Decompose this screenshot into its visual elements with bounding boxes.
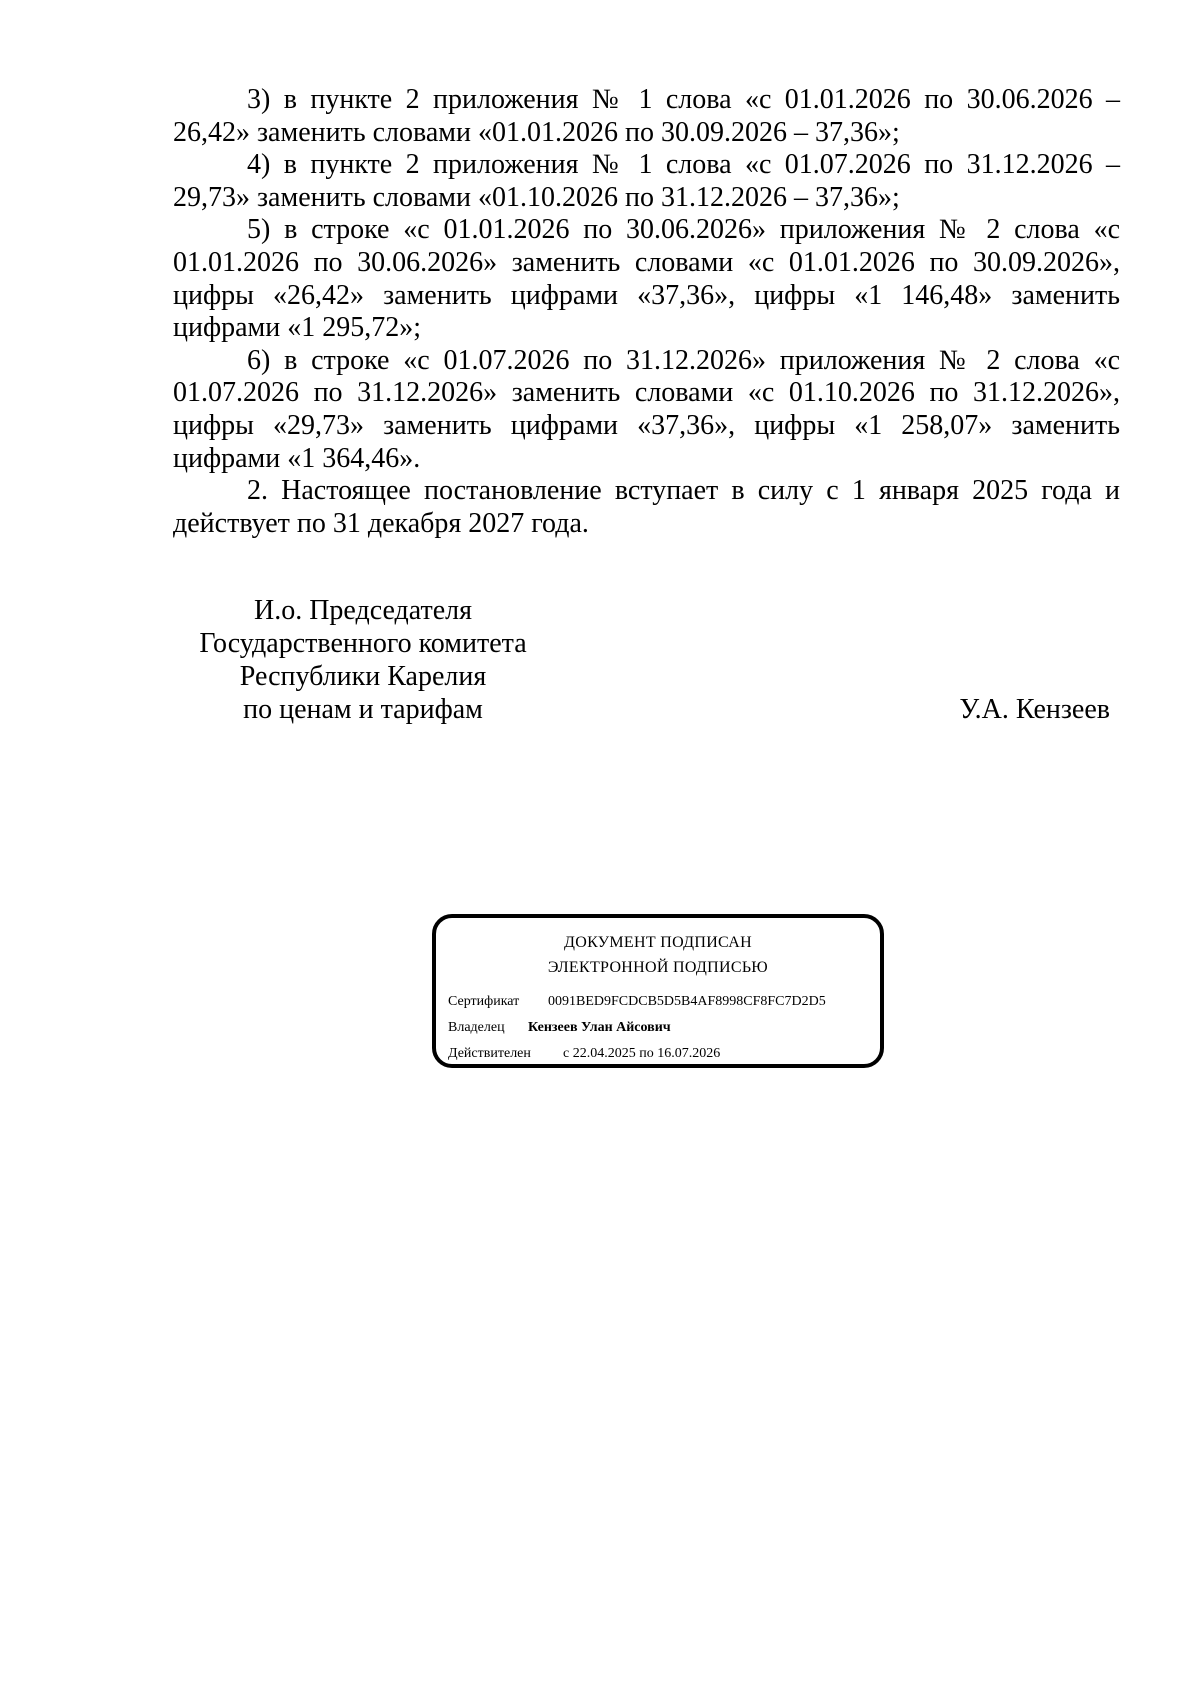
stamp-title-line: ДОКУМЕНТ ПОДПИСАН	[564, 934, 752, 951]
stamp-validity-row	[448, 1046, 720, 1062]
paragraph-item-5: 5) в строке «с 01.01.2026 по 30.06.2026» приложения № 2 слова «с 01.01.2026 по 30.06.2026» заменить словами «с 01.01.2026 по 30.09.2026», цифры «26,42» заменить цифрами «37,36», цифры «1 146,48» заменить цифрами «1 295,72»;	[173, 214, 1120, 344]
certificate-label: Сертификат	[448, 994, 520, 1009]
certificate-value: 0091BED9FCDCB5D5B4AF8998CF8FC7D2D5	[548, 994, 826, 1009]
signatory-position-line: по ценам и тарифам	[243, 694, 483, 725]
electronic-signature-stamp	[432, 914, 884, 1068]
signatory-position-line: Республики Карелия	[239, 661, 487, 692]
document-body	[173, 84, 1120, 540]
validity-label: Действителен	[448, 1046, 531, 1061]
signatory-position-line: Государственного комитета	[199, 628, 527, 659]
owner-label: Владелец	[448, 1020, 505, 1035]
paragraph-item-6: 6) в строке «с 01.07.2026 по 31.12.2026» приложения № 2 слова «с 01.07.2026 по 31.12.2026» заменить словами «с 01.10.2026 по 31.12.2026», цифры «29,73» заменить цифрами «37,36», цифры «1 258,07» заменить цифрами «1 364,46».	[173, 344, 1120, 474]
paragraph-effective-date: 2. Настоящее постановление вступает в силу с 1 января 2025 года и действует по 31 декабря 2027 года.	[173, 475, 1120, 539]
signature-block	[173, 594, 1120, 726]
stamp-title	[436, 930, 880, 980]
paragraph-item-3: 3) в пункте 2 приложения № 1 слова «с 01.01.2026 по 30.06.2026 – 26,42» заменить словами «01.01.2026 по 30.09.2026 – 37,36»;	[173, 84, 1120, 148]
validity-value: с 22.04.2025 по 16.07.2026	[563, 1046, 721, 1061]
stamp-certificate-row	[448, 994, 826, 1010]
paragraph-item-4: 4) в пункте 2 приложения № 1 слова «с 01.07.2026 по 31.12.2026 – 29,73» заменить словами «01.10.2026 по 31.12.2026 – 37,36»;	[173, 149, 1120, 213]
signatory-position	[173, 594, 553, 726]
stamp-owner-row	[448, 1020, 671, 1036]
stamp-title-line: ЭЛЕКТРОННОЙ ПОДПИСЬЮ	[547, 959, 769, 976]
owner-value: Кензеев Улан Айсович	[528, 1020, 671, 1035]
signatory-position-line: И.о. Председателя	[253, 595, 473, 626]
signatory-name: У.А. Кензеев	[959, 694, 1110, 725]
